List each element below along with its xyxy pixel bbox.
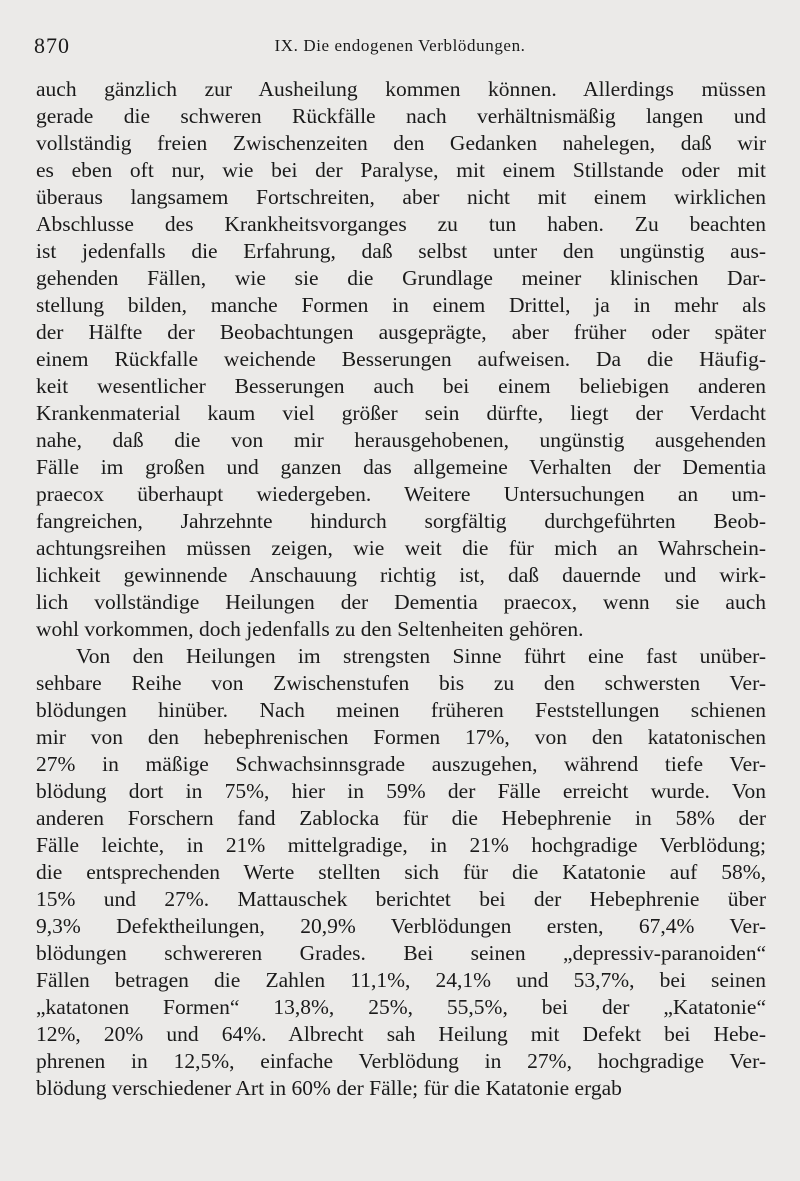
text-line: der Hälfte der Beobachtungen ausgeprägte, aber früher oder später	[36, 320, 766, 344]
text-line: die entsprechenden Werte stellten sich für die Katatonie auf 58%,	[36, 860, 766, 884]
text-line: 27% in mäßige Schwachsinnsgrade auszugehen, während tiefe Ver-	[36, 752, 766, 776]
text-line: ist jedenfalls die Erfahrung, daß selbst unter den ungünstig aus-	[36, 239, 766, 263]
text-line: Abschlusse des Krankheitsvorganges zu tun haben. Zu beachten	[36, 212, 766, 236]
text-line: 15% und 27%. Mattauschek berichtet bei der Hebephrenie über	[36, 887, 766, 911]
text-line: 9,3% Defektheilungen, 20,9% Verblödungen ersten, 67,4% Ver-	[36, 914, 766, 938]
text-line: nahe, daß die von mir herausgehobenen, ungünstig ausgehenden	[36, 428, 766, 452]
text-line: überaus langsamem Fortschreiten, aber nicht mit einem wirklichen	[36, 185, 766, 209]
text-line: einem Rückfalle weichende Besserungen aufweisen. Da die Häufig-	[36, 347, 766, 371]
text-line: anderen Forschern fand Zablocka für die Hebephrenie in 58% der	[36, 806, 766, 830]
body-text	[36, 76, 766, 1102]
text-line: blödung dort in 75%, hier in 59% der Fälle erreicht wurde. Von	[36, 779, 766, 803]
text-line: „katatonen Formen“ 13,8%, 25%, 55,5%, bei der „Katatonie“	[36, 995, 766, 1019]
text-line: Fälle leichte, in 21% mittelgradige, in 21% hochgradige Verblödung;	[36, 833, 766, 857]
text-line: auch gänzlich zur Ausheilung kommen können. Allerdings müssen	[36, 77, 766, 101]
text-line: Fällen betragen die Zahlen 11,1%, 24,1% und 53,7%, bei seinen	[36, 968, 766, 992]
text-line: Fälle im großen und ganzen das allgemeine Verhalten der Dementia	[36, 455, 766, 479]
running-head: IX. Die endogenen Verblödungen.	[274, 36, 526, 55]
text-line: mir von den hebephrenischen Formen 17%, von den katatonischen	[36, 725, 766, 749]
text-line: blödungen schwereren Grades. Bei seinen „depressiv-paranoiden“	[36, 941, 766, 965]
page-header	[34, 33, 766, 59]
text-line: stellung bilden, manche Formen in einem Drittel, ja in mehr als	[36, 293, 766, 317]
text-line: lichkeit gewinnende Anschauung richtig ist, daß dauernde und wirk-	[36, 563, 766, 587]
text-line: 12%, 20% und 64%. Albrecht sah Heilung mit Defekt bei Hebe-	[36, 1022, 766, 1046]
text-line: vollständig freien Zwischenzeiten den Gedanken nahelegen, daß wir	[36, 131, 766, 155]
text-line: es eben oft nur, wie bei der Paralyse, mit einem Stillstande oder mit	[36, 158, 766, 182]
text-line: praecox überhaupt wiedergeben. Weitere Untersuchungen an um-	[36, 482, 766, 506]
paragraph	[36, 76, 766, 643]
text-line: wohl vorkommen, doch jedenfalls zu den Seltenheiten gehören.	[36, 617, 584, 641]
text-line: gerade die schweren Rückfälle nach verhältnismäßig langen und	[36, 104, 766, 128]
text-line: sehbare Reihe von Zwischenstufen bis zu den schwersten Ver-	[36, 671, 766, 695]
text-line: blödungen hinüber. Nach meinen früheren Feststellungen schienen	[36, 698, 766, 722]
text-line: Krankenmaterial kaum viel größer sein dürfte, liegt der Verdacht	[36, 401, 766, 425]
text-line: keit wesentlicher Besserungen auch bei einem beliebigen anderen	[36, 374, 766, 398]
page-number: 870	[34, 33, 70, 58]
text-line: gehenden Fällen, wie sie die Grundlage meiner klinischen Dar-	[36, 266, 766, 290]
paragraph	[36, 643, 766, 1102]
text-line: phrenen in 12,5%, einfache Verblödung in 27%, hochgradige Ver-	[36, 1049, 766, 1073]
text-line: achtungsreihen müssen zeigen, wie weit die für mich an Wahrschein-	[36, 536, 766, 560]
text-line: lich vollständige Heilungen der Dementia praecox, wenn sie auch	[36, 590, 766, 614]
text-line: fangreichen, Jahrzehnte hindurch sorgfältig durchgeführten Beob-	[36, 509, 766, 533]
text-line: Von den Heilungen im strengsten Sinne führt eine fast unüber-	[76, 644, 766, 668]
text-line: blödung verschiedener Art in 60% der Fälle; für die Katatonie ergab	[36, 1076, 622, 1100]
